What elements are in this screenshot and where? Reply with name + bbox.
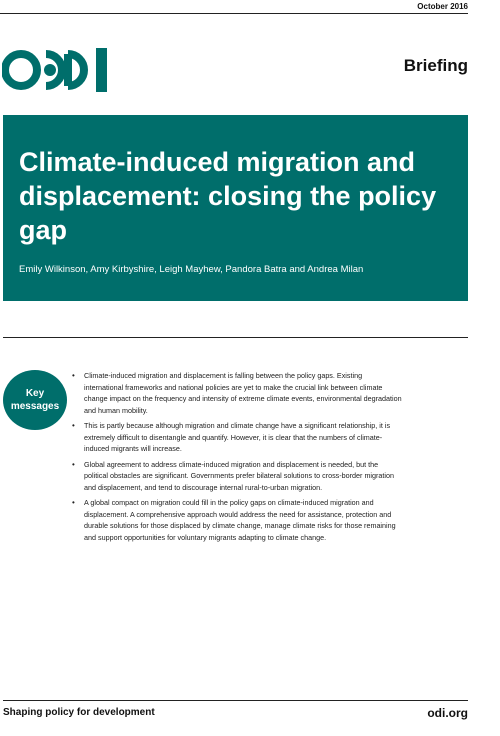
bullet-icon: • [72, 498, 75, 507]
section-divider [3, 337, 468, 338]
document-title: Climate-induced migration and displacement: closing the policy gap [19, 147, 437, 245]
message-text: Global agreement to address climate-induced migration and displacement is needed, but the political obstacles are significant. Governments prefer bilateral solutions to cross-border migration and displacement, and tend to discourage internal rural-to-urban migration. [84, 459, 395, 492]
bullet-icon: • [72, 459, 75, 469]
list-item [72, 459, 402, 494]
document-type: Briefing [403, 56, 468, 75]
footer-site-link[interactable]: odi.org [427, 706, 468, 720]
message-text: Climate-induced migration and displacement is falling between the policy gaps. Existing international frameworks and national policies are yet to make the crucial link between climate change impact on the frequency and intensity of extreme climate events, environmental degradation and human mobility. [84, 371, 402, 415]
bullet-icon: • [72, 371, 75, 380]
bullet-icon: • [72, 421, 75, 430]
footer-rule [3, 700, 468, 701]
list-item [72, 370, 402, 416]
list-item [72, 420, 402, 455]
top-rule [0, 13, 468, 14]
authors: Emily Wilkinson, Amy Kirbyshire, Leigh Mayhew, Pandora Batra and Andrea Milan [19, 264, 364, 275]
odi-logo [2, 44, 114, 101]
key-messages-list [72, 370, 402, 547]
message-text: This is partly because although migration and climate change have a significant relationship, it is extremely difficult to disentangle and quantify. However, it is clear that the numbers of climate-induced migrants will increase. [84, 421, 391, 453]
key-messages-label: Key messages [10, 388, 60, 412]
publication-date: October 2016 [417, 2, 468, 11]
list-item [72, 497, 402, 543]
footer-tagline: Shaping policy for development [3, 707, 155, 718]
message-text: A global compact on migration could fill in the policy gaps on climate-induced migration and displacement. A comprehensive approach would address the need for assistance, protection and durable solutions for those displaced by climate change, manage climate risks for those remaining and support opportunities for voluntary migrants adapting to climate change. [84, 498, 396, 542]
title-banner [3, 115, 468, 301]
key-messages-badge [3, 370, 67, 430]
